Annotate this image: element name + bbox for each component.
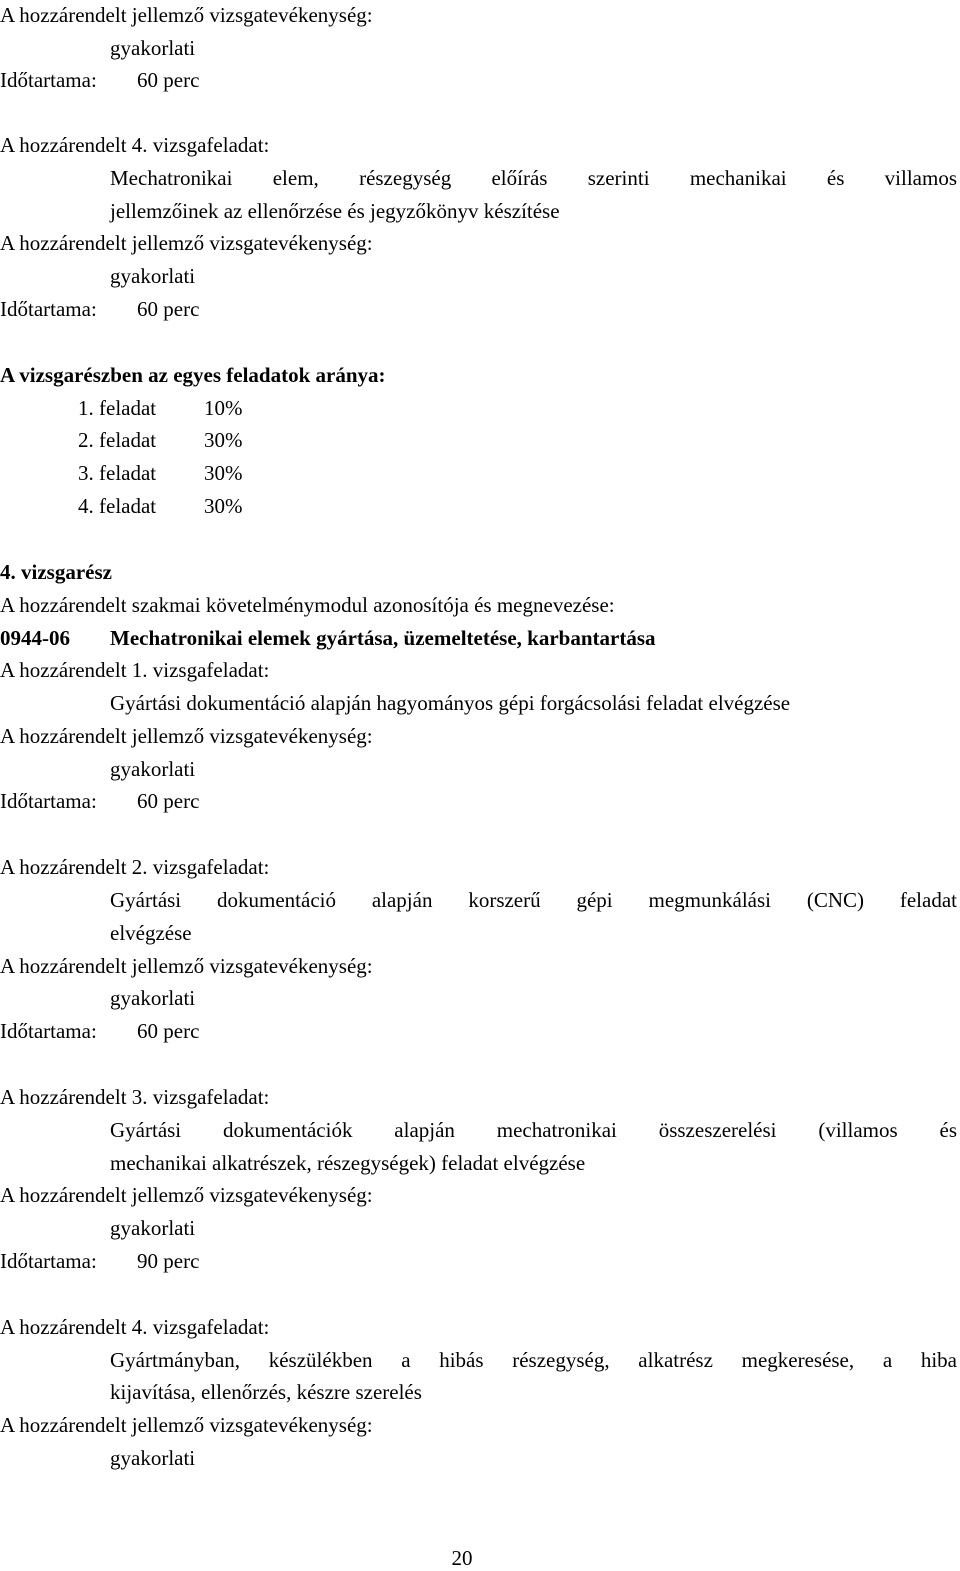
duration-value: 60 perc	[137, 1019, 200, 1043]
task-description-line: Mechatronikai elem, részegység előírás szerinti mechanikai és villamos	[110, 166, 957, 190]
activity-value: gyakorlati	[110, 986, 196, 1010]
duration-label: Időtartama:	[0, 297, 97, 321]
activity-label: A hozzárendelt jellemző vizsgatevékenység:	[0, 724, 373, 748]
activity-label: A hozzárendelt jellemző vizsgatevékenység:	[0, 231, 373, 255]
task-heading: A hozzárendelt 1. vizsgafeladat:	[0, 658, 270, 682]
ratio-percent: 10%	[204, 396, 243, 420]
ratio-task: 1. feladat	[78, 396, 157, 420]
task-description-line: elvégzése	[110, 921, 192, 945]
ratio-item	[78, 460, 243, 486]
ratio-task: 2. feladat	[78, 428, 157, 452]
duration-label: Időtartama:	[0, 789, 97, 813]
task-heading: A hozzárendelt 4. vizsgafeladat:	[0, 1315, 270, 1339]
module-name: Mechatronikai elemek gyártása, üzemeltetése, karbantartása	[110, 626, 656, 650]
ratio-task: 4. feladat	[78, 494, 157, 518]
duration-row	[0, 67, 199, 93]
ratio-percent: 30%	[204, 428, 243, 452]
task-description-line: Gyártmányban, készülékben a hibás részegység, alkatrész megkeresése, a hiba	[110, 1348, 957, 1372]
duration-label: Időtartama:	[0, 68, 97, 92]
duration-label: Időtartama:	[0, 1019, 97, 1043]
duration-value: 60 perc	[137, 68, 200, 92]
activity-label: A hozzárendelt jellemző vizsgatevékenység:	[0, 1413, 373, 1437]
duration-value: 60 perc	[137, 297, 200, 321]
duration-label: Időtartama:	[0, 1249, 97, 1273]
part-heading: 4. vizsgarész	[0, 560, 112, 584]
ratio-item	[78, 493, 243, 519]
activity-value: gyakorlati	[110, 757, 196, 781]
task-description-line: kijavítása, ellenőrzés, készre szerelés	[110, 1380, 422, 1404]
activity-value: gyakorlati	[110, 264, 196, 288]
page-number: 20	[451, 1546, 473, 1570]
task-heading: A hozzárendelt 2. vizsgafeladat:	[0, 855, 270, 879]
task-description-line: Gyártási dokumentáció alapján korszerű gépi megmunkálási (CNC) feladat	[110, 888, 957, 912]
activity-label: A hozzárendelt jellemző vizsgatevékenység:	[0, 3, 373, 27]
activity-value: gyakorlati	[110, 36, 196, 60]
ratio-task: 3. feladat	[78, 461, 157, 485]
activity-value: gyakorlati	[110, 1216, 196, 1240]
task-description-line: mechanikai alkatrészek, részegységek) feladat elvégzése	[110, 1151, 586, 1175]
activity-label: A hozzárendelt jellemző vizsgatevékenység:	[0, 954, 373, 978]
activity-value: gyakorlati	[110, 1446, 196, 1470]
task-description-line: jellemzőinek az ellenőrzése és jegyzőkönyv készítése	[110, 199, 560, 223]
task-heading: A hozzárendelt 4. vizsgafeladat:	[0, 133, 270, 157]
ratio-item	[78, 395, 243, 421]
activity-label: A hozzárendelt jellemző vizsgatevékenység:	[0, 1183, 373, 1207]
duration-row	[0, 788, 199, 814]
module-title	[0, 625, 656, 651]
task-description-line: Gyártási dokumentációk alapján mechatronikai összeszerelési (villamos és	[110, 1118, 957, 1142]
duration-value: 60 perc	[137, 789, 200, 813]
task-description-line: Gyártási dokumentáció alapján hagyományos gépi forgácsolási feladat elvégzése	[110, 691, 791, 715]
task-heading: A hozzárendelt 3. vizsgafeladat:	[0, 1085, 270, 1109]
ratio-heading: A vizsgarészben az egyes feladatok aránya:	[0, 363, 386, 387]
ratio-percent: 30%	[204, 461, 243, 485]
duration-row	[0, 296, 199, 322]
duration-value: 90 perc	[137, 1249, 200, 1273]
ratio-percent: 30%	[204, 494, 243, 518]
duration-row	[0, 1018, 199, 1044]
ratio-item	[78, 427, 243, 453]
duration-row	[0, 1248, 199, 1274]
module-code: 0944-06	[0, 626, 70, 650]
module-label: A hozzárendelt szakmai követelménymodul azonosítója és megnevezése:	[0, 593, 615, 617]
